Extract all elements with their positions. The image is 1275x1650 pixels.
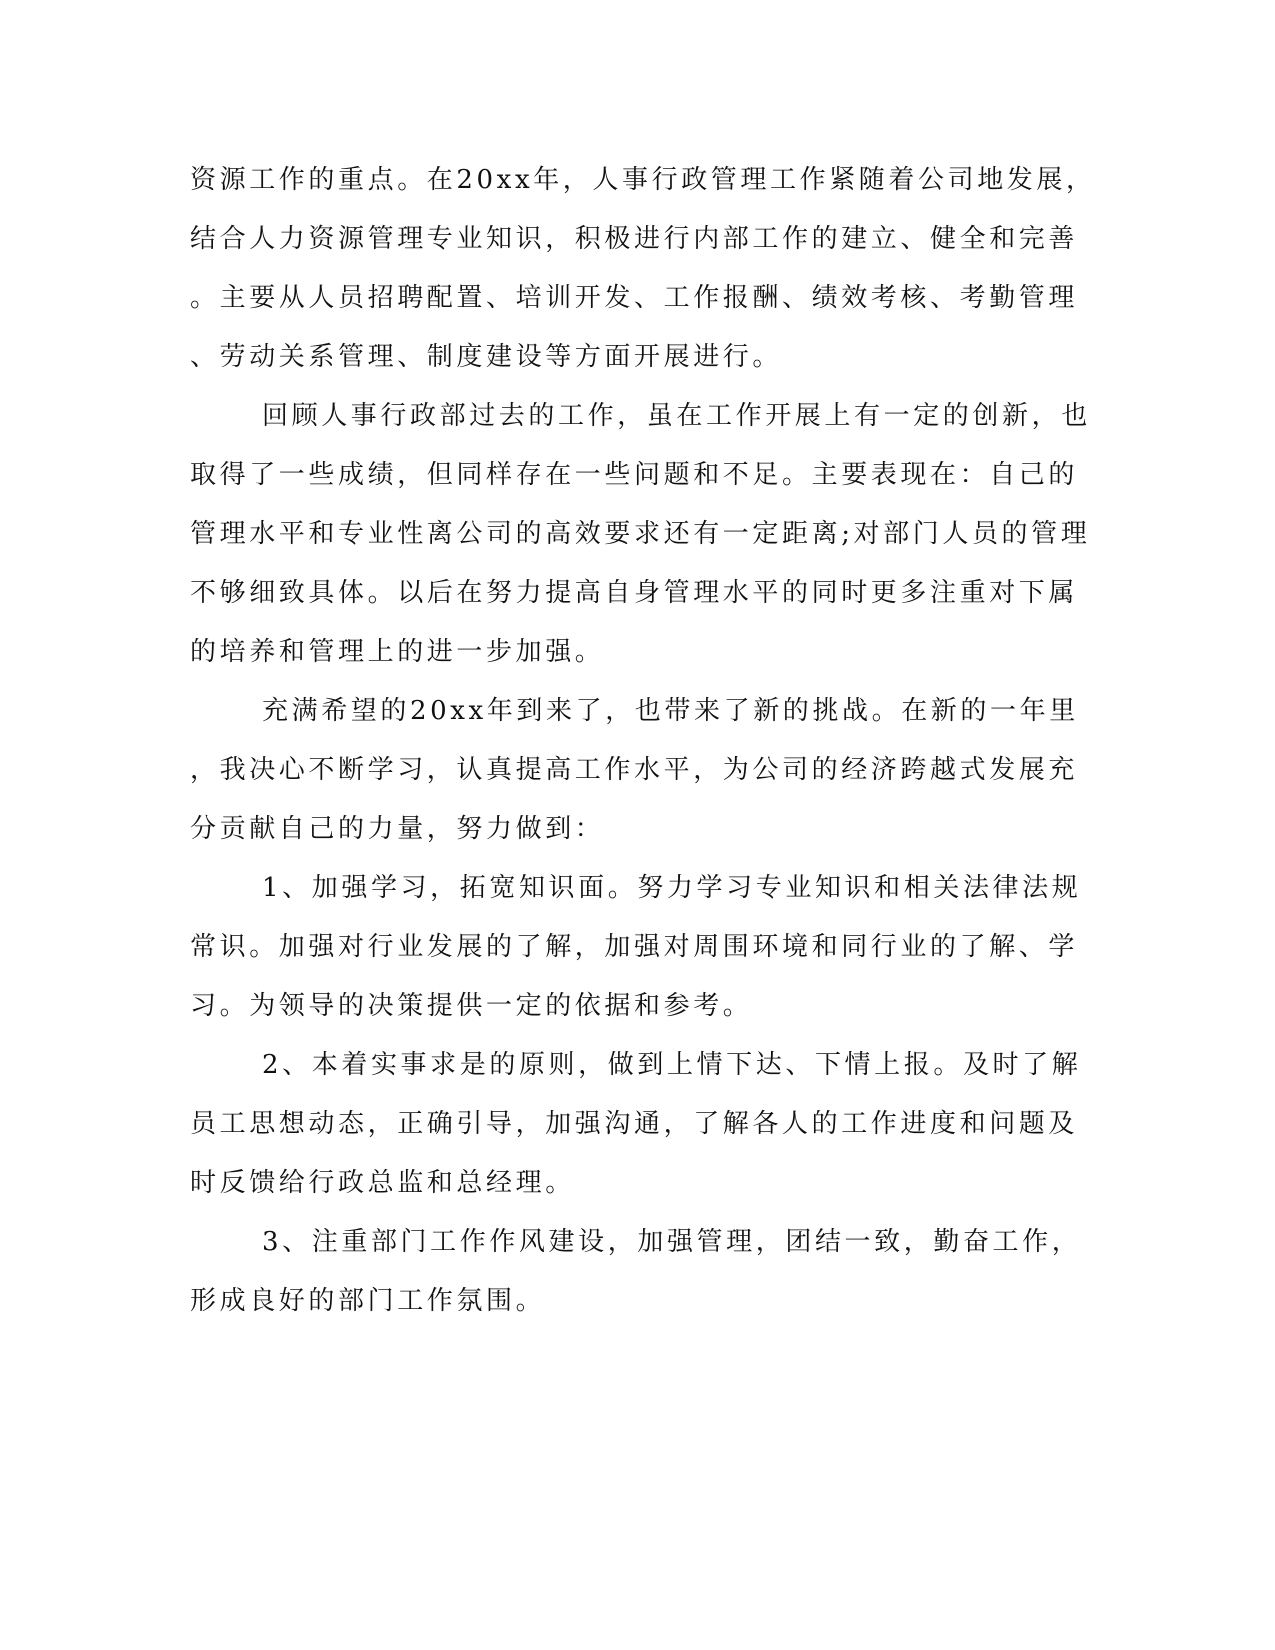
text-line-3: 。主要从人员招聘配置、培训开发、工作报酬、绩效考核、考勤管理 (190, 283, 1079, 313)
list-item-3-start: 3、注重部门工作作风建设，加强管理，团结一致，勤奋工作， (262, 1227, 1082, 1257)
text-line-17: 员工思想动态，正确引导，加强沟通，了解各人的工作进度和问题及 (190, 1109, 1079, 1139)
text-line-11: ，我决心不断学习，认真提高工作水平，为公司的经济跨越式发展充 (190, 755, 1079, 785)
paragraph-3-start: 充满希望的20xx年到来了，也带来了新的挑战。在新的一年里 (262, 696, 1079, 726)
text-line-14: 常识。加强对行业发展的了解，加强对周围环境和同行业的了解、学 (190, 932, 1079, 962)
list-item-1-start: 1、加强学习，拓宽知识面。努力学习专业知识和相关法律法规 (262, 873, 1082, 903)
text-line-20: 形成良好的部门工作氛围。 (190, 1286, 546, 1316)
text-line-12: 分贡献自己的力量，努力做到： (190, 814, 605, 844)
text-line-9: 的培养和管理上的进一步加强。 (190, 637, 605, 667)
text-line-8: 不够细致具体。以后在努力提高自身管理水平的同时更多注重对下属 (190, 578, 1079, 608)
list-item-2-start: 2、本着实事求是的原则，做到上情下达、下情上报。及时了解 (262, 1050, 1082, 1080)
paragraph-2-start: 回顾人事行政部过去的工作，虽在工作开展上有一定的创新，也 (262, 401, 1091, 431)
text-line-18: 时反馈给行政总监和总经理。 (190, 1168, 575, 1198)
text-line-4: 、劳动关系管理、制度建设等方面开展进行。 (190, 342, 783, 372)
text-line-15: 习。为领导的决策提供一定的依据和参考。 (190, 991, 753, 1021)
text-line-6: 取得了一些成绩，但同样存在一些问题和不足。主要表现在：自己的 (190, 460, 1079, 490)
text-line-1: 资源工作的重点。在20xx年，人事行政管理工作紧随着公司地发展， (190, 165, 1096, 195)
text-line-2: 结合人力资源管理专业知识，积极进行内部工作的建立、健全和完善 (190, 224, 1079, 254)
text-line-7: 管理水平和专业性离公司的高效要求还有一定距离;对部门人员的管理 (190, 519, 1091, 549)
